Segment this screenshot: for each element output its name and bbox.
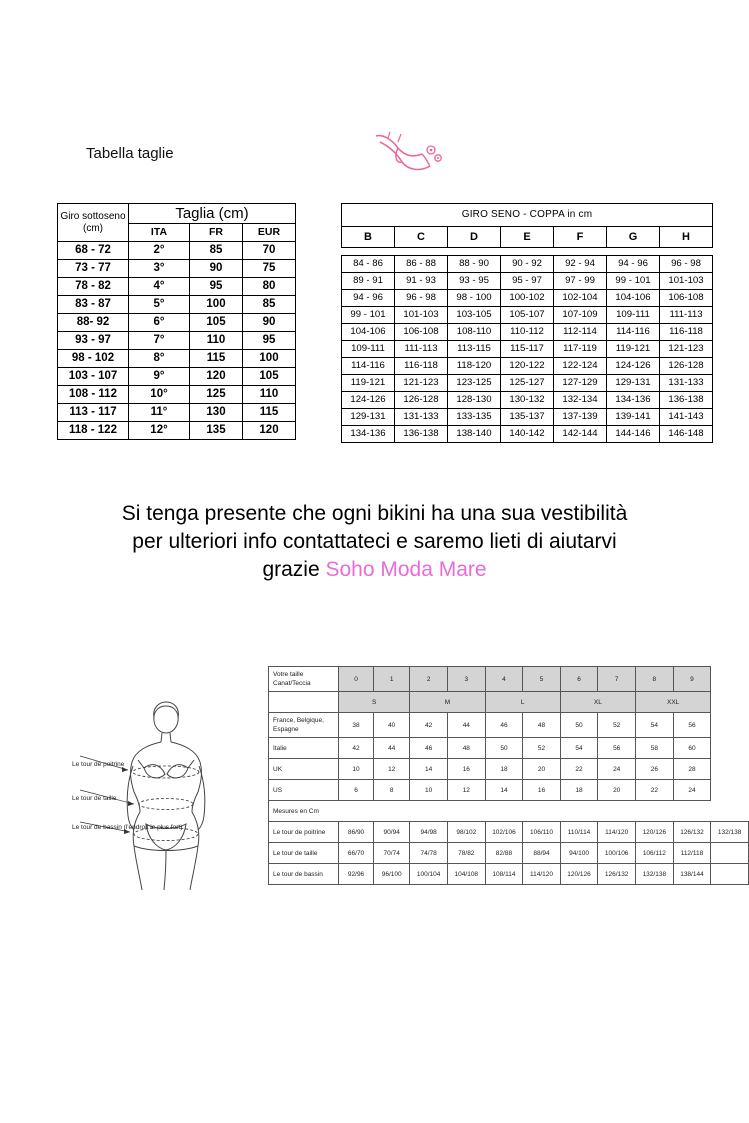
- cell-bust: 121-123: [395, 375, 448, 392]
- cell-bust: 89 - 91: [342, 273, 395, 290]
- cell-size: 46: [485, 713, 523, 738]
- cell-size: 24: [598, 759, 636, 780]
- cell-empty: [269, 692, 339, 713]
- table-header-row: [342, 227, 713, 248]
- cell-ita: 7°: [129, 332, 190, 350]
- cell-size-letter: M: [410, 692, 485, 713]
- cell-bust: 137-139: [554, 409, 607, 426]
- cell-bust: 106-108: [660, 290, 713, 307]
- cell-bust: 86 - 88: [395, 256, 448, 273]
- cell-eur: 95: [243, 332, 296, 350]
- header-votre-taille: Votre taille Canat/Teccia: [269, 667, 339, 692]
- cell-bust: 146-148: [660, 426, 713, 443]
- cell-giro: 73 - 77: [58, 260, 129, 278]
- cell-bust: 131-133: [660, 375, 713, 392]
- cell-bust: 119-121: [607, 341, 660, 358]
- row-label-uk: UK: [269, 759, 339, 780]
- cell-bust: 98 - 100: [448, 290, 501, 307]
- message-line-1: Si tenga presente che ogni bikini ha una sua vestibilità: [121, 502, 628, 525]
- cell-measure: 96/100: [374, 864, 410, 885]
- cell-bust: 119-121: [342, 375, 395, 392]
- cell-bust: 93 - 95: [448, 273, 501, 290]
- cell-bust: 116-118: [660, 324, 713, 341]
- cell-ita: 2°: [129, 242, 190, 260]
- header-cup-g: G: [607, 227, 660, 248]
- cell-bust: 96 - 98: [395, 290, 448, 307]
- cell-empty: [339, 801, 711, 822]
- cell-size: 26: [636, 759, 674, 780]
- cell-bust: 114-116: [342, 358, 395, 375]
- cell-measure: 104/108: [447, 864, 485, 885]
- cell-size: 20: [523, 759, 560, 780]
- cell-bust: 88 - 90: [448, 256, 501, 273]
- cell-size: 54: [636, 713, 674, 738]
- cell-bust: 99 - 101: [342, 307, 395, 324]
- cell-measure: 106/112: [636, 843, 674, 864]
- cell-size: 16: [523, 780, 560, 801]
- header-taglia: Taglia (cm): [129, 204, 296, 224]
- table-row: [269, 822, 749, 843]
- cell-ita: 12°: [129, 422, 190, 440]
- cell-bust: 100-102: [501, 290, 554, 307]
- message-line-2: per ulteriori info contattateci e saremo lieti di aiutarvi: [132, 530, 617, 553]
- cell-size: 14: [410, 759, 448, 780]
- cell-bust: 95 - 97: [501, 273, 554, 290]
- cell-size: 6: [339, 780, 374, 801]
- cell-size-letter: XL: [560, 692, 635, 713]
- cell-bust: 102-104: [554, 290, 607, 307]
- table-row: [58, 314, 296, 332]
- cell-size-number: 0: [339, 667, 374, 692]
- cell-measure: 98/102: [447, 822, 485, 843]
- cell-size: 58: [636, 738, 674, 759]
- info-message: [0, 500, 749, 584]
- row-label-italie: Italie: [269, 738, 339, 759]
- cell-ita: 8°: [129, 350, 190, 368]
- international-size-table: [268, 666, 749, 885]
- cell-measure: 138/144: [673, 864, 711, 885]
- cell-bust: 118-120: [448, 358, 501, 375]
- cell-bust: 127-129: [554, 375, 607, 392]
- cell-bust: 104-106: [607, 290, 660, 307]
- cell-ita: 9°: [129, 368, 190, 386]
- cell-size-number: 4: [485, 667, 523, 692]
- cell-bust: 108-110: [448, 324, 501, 341]
- table-spacer: [342, 248, 713, 256]
- cell-bust: 109-111: [607, 307, 660, 324]
- cell-fr: 110: [190, 332, 243, 350]
- header-ita: ITA: [129, 224, 190, 242]
- header-cup-f: F: [554, 227, 607, 248]
- cell-measure: 132/138: [711, 822, 749, 843]
- cell-fr: 95: [190, 278, 243, 296]
- cell-bust: 128-130: [448, 392, 501, 409]
- cell-measure: 88/94: [523, 843, 560, 864]
- header-cup-c: C: [395, 227, 448, 248]
- cell-giro: 103 - 107: [58, 368, 129, 386]
- cell-size-number: 8: [636, 667, 674, 692]
- cell-fr: 135: [190, 422, 243, 440]
- header-mesures-en-cm: Mesures en Cm: [269, 801, 339, 822]
- cell-empty: [711, 843, 749, 864]
- cell-giro: 78 - 82: [58, 278, 129, 296]
- cell-size: 18: [485, 759, 523, 780]
- cell-size-letter: L: [485, 692, 560, 713]
- table-row: [269, 864, 749, 885]
- cell-size: 22: [560, 759, 598, 780]
- cell-bust: 134-136: [342, 426, 395, 443]
- cell-size: 28: [673, 759, 711, 780]
- label-tour-de-poitrine: Le tour de poitrine: [72, 761, 125, 768]
- row-label-us: US: [269, 780, 339, 801]
- cell-eur: 115: [243, 404, 296, 422]
- cell-bust: 96 - 98: [660, 256, 713, 273]
- cell-eur: 85: [243, 296, 296, 314]
- cell-size-number: 5: [523, 667, 560, 692]
- cell-bust: 92 - 94: [554, 256, 607, 273]
- cell-size: 14: [485, 780, 523, 801]
- cell-measure: 70/74: [374, 843, 410, 864]
- cell-size-number: 9: [673, 667, 711, 692]
- cell-giro: 88- 92: [58, 314, 129, 332]
- cell-size: 52: [523, 738, 560, 759]
- cell-giro: 108 - 112: [58, 386, 129, 404]
- table-row: [58, 386, 296, 404]
- cell-measure: 74/78: [410, 843, 448, 864]
- cell-bust: 115-117: [501, 341, 554, 358]
- header-cup-e: E: [501, 227, 554, 248]
- cell-bust: 109-111: [342, 341, 395, 358]
- cell-ita: 10°: [129, 386, 190, 404]
- cell-size: 12: [374, 759, 410, 780]
- brand-name: Soho Moda Mare: [325, 558, 487, 581]
- cell-bust: 135-137: [501, 409, 554, 426]
- label-tour-de-taille: Le tour de taille: [72, 795, 117, 802]
- cell-size: 8: [374, 780, 410, 801]
- cell-measure: 82/88: [485, 843, 523, 864]
- cell-measure: 120/126: [560, 864, 598, 885]
- cell-size: 22: [636, 780, 674, 801]
- cell-fr: 115: [190, 350, 243, 368]
- cell-size-number: 2: [410, 667, 448, 692]
- cell-bust: 138-140: [448, 426, 501, 443]
- cell-size-number: 6: [560, 667, 598, 692]
- cell-bust: 114-116: [607, 324, 660, 341]
- table-row: [269, 713, 749, 738]
- table-row: [58, 422, 296, 440]
- row-label-taille: Le tour de taille: [269, 843, 339, 864]
- header-giro-seno: GIRO SENO - COPPA in cm: [342, 204, 713, 227]
- cell-bust: 129-131: [607, 375, 660, 392]
- cell-size: 10: [410, 780, 448, 801]
- cell-bust: 139-141: [607, 409, 660, 426]
- cell-size: 50: [560, 713, 598, 738]
- cell-bust: 104-106: [342, 324, 395, 341]
- cell-measure: 92/96: [339, 864, 374, 885]
- cell-measure: 114/120: [598, 822, 636, 843]
- cell-ita: 4°: [129, 278, 190, 296]
- cell-bust: 107-109: [554, 307, 607, 324]
- cell-bust: 116-118: [395, 358, 448, 375]
- bra-icon: [368, 128, 448, 180]
- cell-measure: 114/120: [523, 864, 560, 885]
- cell-size-number: 3: [447, 667, 485, 692]
- cell-eur: 80: [243, 278, 296, 296]
- message-line-3: [0, 556, 749, 584]
- cell-bust: 132-134: [554, 392, 607, 409]
- cell-size: 38: [339, 713, 374, 738]
- table-row: [58, 332, 296, 350]
- cell-bust: 134-136: [607, 392, 660, 409]
- row-label-france: France, Belgique, Espagne: [269, 713, 339, 738]
- cell-size: 18: [560, 780, 598, 801]
- cell-bust: 126-128: [395, 392, 448, 409]
- table-row: [58, 260, 296, 278]
- table-row: [269, 780, 749, 801]
- table-row: [269, 759, 749, 780]
- cell-size: 20: [598, 780, 636, 801]
- cell-fr: 100: [190, 296, 243, 314]
- cell-eur: 110: [243, 386, 296, 404]
- bust-cup-table: [341, 203, 713, 443]
- table-row: [58, 242, 296, 260]
- cell-bust: 94 - 96: [342, 290, 395, 307]
- table-row: [58, 296, 296, 314]
- cell-measure: 100/106: [598, 843, 636, 864]
- cell-size: 44: [447, 713, 485, 738]
- cell-fr: 125: [190, 386, 243, 404]
- cell-bust: 123-125: [448, 375, 501, 392]
- cell-bust: 131-133: [395, 409, 448, 426]
- cell-measure: 110/114: [560, 822, 598, 843]
- cell-bust: 101-103: [395, 307, 448, 324]
- table-row: [342, 426, 713, 443]
- cell-bust: 97 - 99: [554, 273, 607, 290]
- table-row: [342, 290, 713, 307]
- table-row: [58, 350, 296, 368]
- cell-size-letter: XXL: [636, 692, 711, 713]
- cell-bust: 110-112: [501, 324, 554, 341]
- header-cup-d: D: [448, 227, 501, 248]
- cell-bust: 84 - 86: [342, 256, 395, 273]
- cell-size: 52: [598, 713, 636, 738]
- cell-size: 50: [485, 738, 523, 759]
- cell-bust: 90 - 92: [501, 256, 554, 273]
- cell-size: 46: [410, 738, 448, 759]
- cell-ita: 5°: [129, 296, 190, 314]
- cell-size: 48: [447, 738, 485, 759]
- cell-bust: 103-105: [448, 307, 501, 324]
- cell-bust: 111-113: [660, 307, 713, 324]
- cell-bust: 106-108: [395, 324, 448, 341]
- cell-giro: 113 - 117: [58, 404, 129, 422]
- cell-measure: 90/94: [374, 822, 410, 843]
- cell-bust: 94 - 96: [607, 256, 660, 273]
- cell-bust: 140-142: [501, 426, 554, 443]
- header-eur: EUR: [243, 224, 296, 242]
- cell-bust: 112-114: [554, 324, 607, 341]
- cell-ita: 3°: [129, 260, 190, 278]
- cell-measure: 66/70: [339, 843, 374, 864]
- table-row: [342, 341, 713, 358]
- cell-measure: 108/114: [485, 864, 523, 885]
- cell-size: 48: [523, 713, 560, 738]
- cell-fr: 90: [190, 260, 243, 278]
- cell-bust: 142-144: [554, 426, 607, 443]
- cell-bust: 120-122: [501, 358, 554, 375]
- cell-bust: 130-132: [501, 392, 554, 409]
- table-letter-row: [269, 692, 749, 713]
- table-row: [342, 358, 713, 375]
- header-giro-sottoseno: Giro sottoseno (cm): [58, 204, 129, 242]
- cell-giro: 98 - 102: [58, 350, 129, 368]
- cell-eur: 105: [243, 368, 296, 386]
- cell-measure: 126/132: [598, 864, 636, 885]
- cell-size: 16: [447, 759, 485, 780]
- header-fr: FR: [190, 224, 243, 242]
- table-row: [58, 278, 296, 296]
- table-row: [342, 307, 713, 324]
- cell-size: 56: [598, 738, 636, 759]
- cell-measure: 78/82: [447, 843, 485, 864]
- table-row: [342, 273, 713, 290]
- cell-eur: 100: [243, 350, 296, 368]
- header-cup-b: B: [342, 227, 395, 248]
- cell-bust: 105-107: [501, 307, 554, 324]
- cell-size: 56: [673, 713, 711, 738]
- cell-bust: 141-143: [660, 409, 713, 426]
- cell-eur: 70: [243, 242, 296, 260]
- table-row: [342, 409, 713, 426]
- cell-size: 24: [673, 780, 711, 801]
- cell-eur: 120: [243, 422, 296, 440]
- cell-bust: 113-115: [448, 341, 501, 358]
- cell-size: 60: [673, 738, 711, 759]
- cell-bust: 121-123: [660, 341, 713, 358]
- cell-giro: 83 - 87: [58, 296, 129, 314]
- cell-measure: 106/110: [523, 822, 560, 843]
- cell-giro: 68 - 72: [58, 242, 129, 260]
- cell-giro: 118 - 122: [58, 422, 129, 440]
- cell-size: 12: [447, 780, 485, 801]
- cell-bust: 122-124: [554, 358, 607, 375]
- cell-fr: 130: [190, 404, 243, 422]
- table-header-row: [269, 667, 749, 692]
- cell-bust: 133-135: [448, 409, 501, 426]
- cell-measure: 132/138: [636, 864, 674, 885]
- cell-giro: 93 - 97: [58, 332, 129, 350]
- cell-measure: 120/126: [636, 822, 674, 843]
- cell-measure: 102/106: [485, 822, 523, 843]
- cell-eur: 75: [243, 260, 296, 278]
- cell-size: 54: [560, 738, 598, 759]
- row-label-poitrine: Le tour de poitrine: [269, 822, 339, 843]
- message-thanks: grazie: [262, 558, 326, 581]
- cell-measure: 94/100: [560, 843, 598, 864]
- cell-size: 40: [374, 713, 410, 738]
- row-label-bassin: Le tour de bassin: [269, 864, 339, 885]
- table-row: [58, 404, 296, 422]
- table-row: [342, 324, 713, 341]
- size-table-ita: [57, 203, 296, 440]
- cell-bust: 144-146: [607, 426, 660, 443]
- cell-bust: 91 - 93: [395, 273, 448, 290]
- table-title-row: [342, 204, 713, 227]
- cell-bust: 124-126: [607, 358, 660, 375]
- cell-size-number: 1: [374, 667, 410, 692]
- table-row: [269, 738, 749, 759]
- cell-eur: 90: [243, 314, 296, 332]
- cell-size-letter: S: [339, 692, 410, 713]
- cell-bust: 129-131: [342, 409, 395, 426]
- cell-bust: 124-126: [342, 392, 395, 409]
- cell-measure: 86/90: [339, 822, 374, 843]
- cell-bust: 136-138: [395, 426, 448, 443]
- cell-ita: 11°: [129, 404, 190, 422]
- cell-size-number: 7: [598, 667, 636, 692]
- cell-empty: [711, 864, 749, 885]
- cell-bust: 99 - 101: [607, 273, 660, 290]
- cell-ita: 6°: [129, 314, 190, 332]
- header-cup-h: H: [660, 227, 713, 248]
- table-row: [58, 368, 296, 386]
- table-header-row: [58, 204, 296, 224]
- table-row: [269, 843, 749, 864]
- table-row: [342, 392, 713, 409]
- table-row: [342, 256, 713, 273]
- table-row: [342, 375, 713, 392]
- cell-fr: 120: [190, 368, 243, 386]
- cell-size: 42: [410, 713, 448, 738]
- cell-size: 42: [339, 738, 374, 759]
- cell-bust: 117-119: [554, 341, 607, 358]
- cell-bust: 101-103: [660, 273, 713, 290]
- cell-measure: 100/104: [410, 864, 448, 885]
- cell-size: 44: [374, 738, 410, 759]
- cell-size: 10: [339, 759, 374, 780]
- cell-measure: 126/132: [673, 822, 711, 843]
- cell-fr: 85: [190, 242, 243, 260]
- page-title: Tabella taglie: [86, 145, 174, 162]
- cell-bust: 111-113: [395, 341, 448, 358]
- cell-bust: 125-127: [501, 375, 554, 392]
- cell-measure: 94/98: [410, 822, 448, 843]
- cell-measure: 112/118: [673, 843, 711, 864]
- table-section-row: [269, 801, 749, 822]
- label-tour-de-bassin: Le tour de bassin (l'endroit le plus fort): [72, 824, 183, 831]
- cell-bust: 136-138: [660, 392, 713, 409]
- cell-bust: 126-128: [660, 358, 713, 375]
- cell-fr: 105: [190, 314, 243, 332]
